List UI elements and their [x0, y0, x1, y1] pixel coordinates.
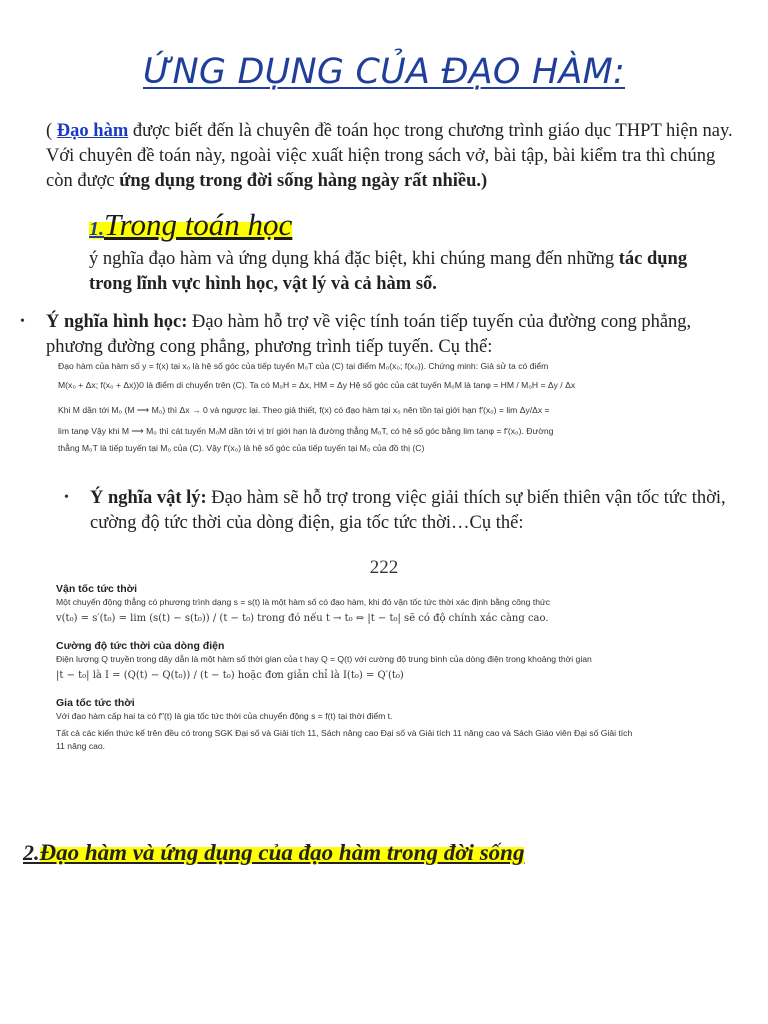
section1-paragraph-bold: tác dụng trong lĩnh vực hình học, vật lý và cả hàm số.: [89, 249, 688, 294]
acceleration-heading: Gia tốc tức thời: [56, 697, 135, 709]
velocity-heading: Vận tốc tức thời: [56, 583, 137, 595]
section1-heading: [89, 207, 292, 243]
bullet1-text: Đạo hàm hỗ trợ về việc tính toán tiếp tuyến của đường cong phẳng, phương đường cong phẳng, phương trình tiếp tuyến. Cụ thể:: [46, 312, 692, 357]
figure1-line-3: Khi M dần tới M₀ (M ⟶ M₀) thì Δx → 0 và ngược lại. Theo giả thiết, f(x) có đạo hàm tại x₀ nên tồn tại giới hạn f′(x₀) = lim Δy/Δx =: [58, 405, 550, 415]
figure1-line-2: M(x₀ + Δx; f(x₀ + Δx))0 là điểm di chuyển trên (C). Ta có M₀H = Δx, HM = Δy Hệ số góc của cát tuyến M₀M là tanφ = HM / M₀H = Δy / Δx: [58, 380, 576, 390]
section1-number: 1.: [89, 218, 104, 240]
section2-number: 2.: [23, 840, 40, 865]
velocity-formula: v(t₀) = s′(t₀) = lim (s(t) − s(t₀)) / (t − t₀) trong đó nếu t → t₀ ⇔ |t − t₀| sẽ có độ chính xác càng cao.: [56, 613, 549, 624]
figure1-line-1: Đạo hàm của hàm số y = f(x) tại x₀ là hệ số góc của tiếp tuyến M₀T của (C) tại điểm M₀(x₀; f(x₀)). Chứng minh: Giả sử ta có điểm: [58, 361, 549, 371]
intro-open-paren: (: [46, 121, 57, 141]
section2-highlight: [39, 840, 525, 865]
acceleration-text: Với đạo hàm cấp hai ta có f″(t) là gia tốc tức thời của chuyển động s = f(t) tại thời điểm t.: [56, 711, 393, 721]
section1-paragraph-text: ý nghĩa đạo hàm và ứng dụng khá đặc biệt, khi chúng mang đến những: [89, 249, 619, 269]
bullet-dot-1: •: [20, 314, 25, 329]
sgk-note-line-2: 11 nâng cao.: [56, 741, 106, 751]
bullet2-label: Ý nghĩa vật lý:: [90, 488, 207, 508]
section1-paragraph: [89, 247, 709, 297]
section2-title: Đạo hàm và ứng dụng của đạo hàm trong đời sống: [39, 840, 525, 865]
sgk-note-line-1: Tất cả các kiến thức kể trên đều có trong SGK Đại số và Giải tích 11, Sách nâng cao Đại số và Giải tích 11 nâng cao và Sách Giáo viên Đại số Giải tích: [56, 728, 633, 738]
intro-bold-text: ứng dụng trong đời sống hàng ngày rất nhiều.): [119, 171, 488, 191]
bullet-geometric-meaning: [46, 310, 726, 360]
physics-figure: [56, 583, 716, 753]
bullet1-label: Ý nghĩa hình học:: [46, 312, 188, 332]
velocity-text: Một chuyển động thẳng có phương trình dạng s = s(t) là một hàm số có đạo hàm, khi đó vận tốc tức thời xác định bằng công thức: [56, 597, 551, 607]
current-text: Điện lượng Q truyền trong dây dẫn là một hàm số thời gian của t hay Q = Q(t) với cường độ trung bình của dòng điện trong khoảng thời gian: [56, 654, 592, 664]
bullet-physical-meaning: [90, 486, 730, 536]
intro-paragraph: [46, 119, 736, 194]
intro-text: được biết đến là chuyên đề toán học trong chương trình giáo dục THPT hiện nay. Với chuyên đề toán này, ngoài việc xuất hiện trong sách vở, bài tập, bài kiểm tra thì chúng còn được: [46, 121, 733, 191]
page-number: 222: [369, 557, 399, 578]
bullet-dot-2: •: [64, 490, 69, 505]
bullet2-text: Đạo hàm sẽ hỗ trợ trong việc giải thích sự biến thiên vận tốc tức thời, cường độ tức thời của dòng điện, gia tốc tức thời…Cụ thể:: [90, 488, 726, 533]
figure1-line-4: lim tanφ Vậy khi M ⟶ M₀ thì cát tuyến M₀M dần tới vị trí giới hạn là đường thẳng M₀T, có hệ số góc bằng lim tanφ = f′(x₀). Đường: [58, 426, 554, 436]
section1-title: Trong toán học: [104, 207, 293, 242]
section1-highlight: [89, 207, 293, 242]
current-formula: |t − t₀| là I = (Q(t) − Q(t₀)) / (t − t₀) hoặc đơn giản chỉ là I(t₀) = Q′(t₀): [56, 670, 404, 681]
figure1-line-5: thẳng M₀T là tiếp tuyến tại M₀ của (C). Vậy f′(x₀) là hệ số góc của tiếp tuyến tại M₀ của đồ thị (C): [58, 443, 425, 453]
geometric-proof-figure: [58, 360, 698, 455]
section2-heading: [23, 840, 524, 866]
current-heading: Cường độ tức thời của dòng điện: [56, 640, 225, 652]
dao-ham-link[interactable]: Đạo hàm: [56, 121, 129, 141]
page-title: ỨNG DỤNG CỦA ĐẠO HÀM:: [142, 52, 626, 92]
